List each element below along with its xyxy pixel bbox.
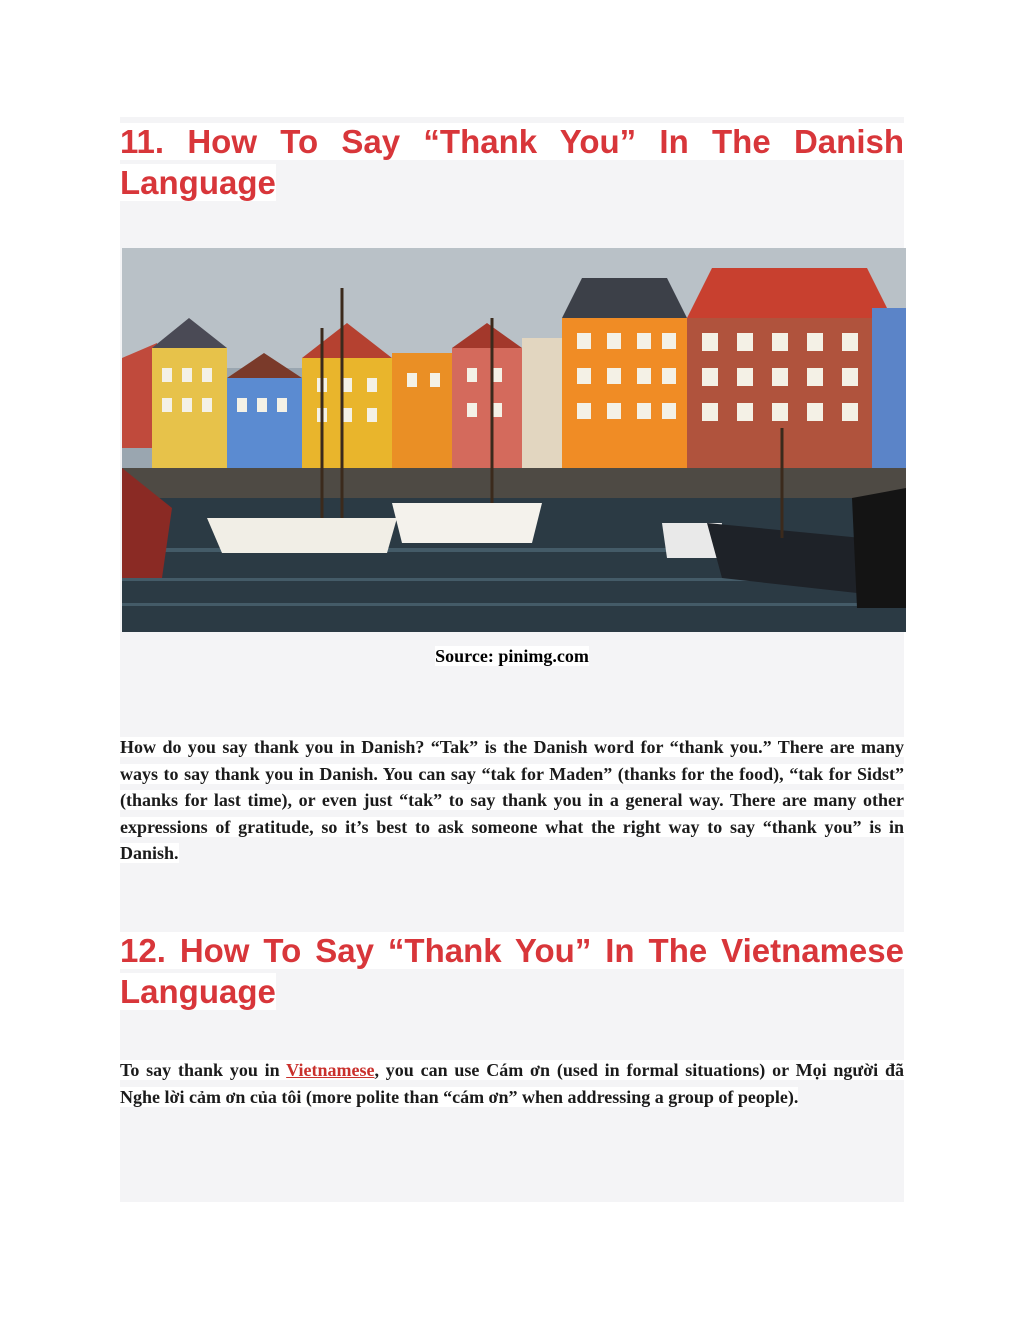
section-heading-danish — [120, 121, 904, 203]
caption-text: Source: pinimg.com — [435, 646, 589, 666]
heading-text: 12. How To Say “Thank You” In The Vietnamese Language — [120, 932, 904, 1010]
article-body — [120, 117, 904, 1202]
paragraph-vietnamese — [120, 1057, 904, 1110]
paragraph-text: How do you say thank you in Danish? “Tak” is the Danish word for “thank you.” There are many ways to say thank you in Danish. You can say “tak for Maden” (thanks for the food), “tak for Sidst” (thanks for last time), or even just “tak” to say thank you in a general way. There are many other expressions of gratitude, so it’s best to ask someone what the right way to say “thank you” is in Danish. — [120, 737, 904, 863]
paragraph-text-start: To say thank you in — [120, 1060, 287, 1080]
nyhavn-photo — [122, 248, 906, 632]
paragraph-text-end: , you can use Cám ơn (used in formal situations) or Mọi người đã Nghe lời cảm ơn của tôi (more polite than “cám ơn” when addressing a group of people). — [120, 1060, 904, 1107]
heading-text: 11. How To Say “Thank You” In The Danish Language — [120, 123, 904, 201]
image-caption — [120, 645, 904, 667]
paragraph-danish — [120, 734, 904, 867]
section-heading-vietnamese — [120, 930, 904, 1012]
vietnamese-link[interactable]: Vietnamese — [286, 1060, 375, 1080]
